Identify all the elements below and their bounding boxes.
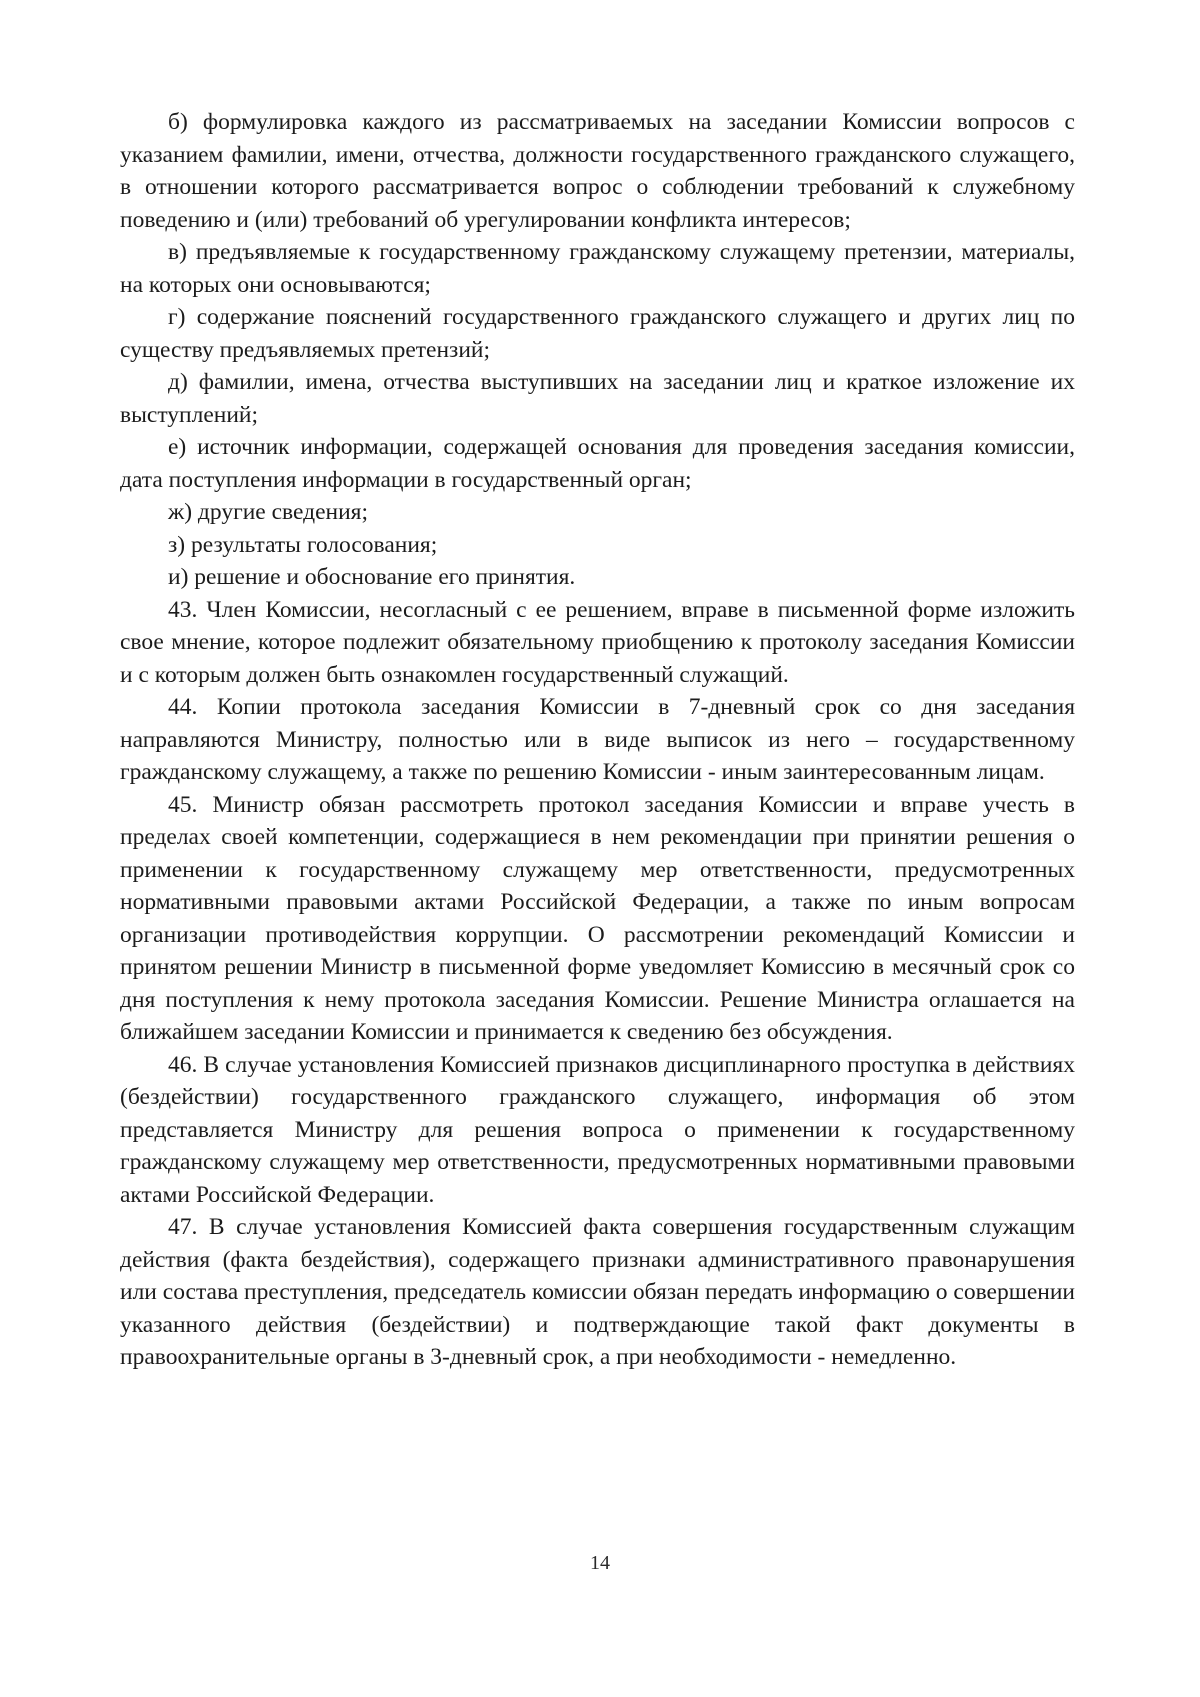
document-body bbox=[120, 106, 1075, 1374]
paragraph-45: 45. Министр обязан рассмотреть протокол заседания Комиссии и вправе учесть в пределах своей компетенции, содержащиеся в нем рекомендации при принятии решения о применении к государственному служащему мер ответственности, предусмотренных нормативными правовыми актами Российской Федерации, а также по иным вопросам организации противодействия коррупции. О рассмотрении рекомендаций Комиссии и принятом решении Министр в письменной форме уведомляет Комиссию в месячный срок со дня поступления к нему протокола заседания Комиссии. Решение Министра оглашается на ближайшем заседании Комиссии и принимается к сведению без обсуждения. bbox=[120, 791, 1075, 1045]
paragraph-d-speakers: д) фамилии, имена, отчества выступивших на заседании лиц и краткое изложение их выступлений; bbox=[120, 369, 1075, 428]
paragraph-47: 47. В случае установления Комиссией факта совершения государственным служащим действия (факта бездействия), содержащего признаки административного правонарушения или состава преступления, председатель комиссии обязан передать информацию о совершении указанного действия (бездействии) и подтверждающие такой факт документы в правоохранительные органы в 3-дневный срок, а при необходимости - немедленно. bbox=[120, 1214, 1075, 1370]
paragraph-e-information-source: е) источник информации, содержащей основания для проведения заседания комиссии, дата поступления информации в государственный орган; bbox=[120, 434, 1075, 493]
paragraph-b-wording-of-questions: б) формулировка каждого из рассматриваемых на заседании Комиссии вопросов с указанием фамилии, имени, отчества, должности государственного гражданского служащего, в отношении которого рассматривается вопрос о соблюдении требований к служебному поведению и (или) требований об урегулировании конфликта интересов; bbox=[120, 109, 1075, 233]
paragraph-43: 43. Член Комиссии, несогласный с ее решением, вправе в письменной форме изложить свое мнение, которое подлежит обязательному приобщению к протоколу заседания Комиссии и с которым должен быть ознакомлен государственный служащий. bbox=[120, 596, 1075, 688]
paragraph-zh-other-info: ж) другие сведения; bbox=[168, 499, 368, 525]
paragraph-g-explanations: г) содержание пояснений государственного гражданского служащего и других лиц по существу предъявляемых претензий; bbox=[120, 304, 1075, 363]
paragraph-i-decision: и) решение и обоснование его принятия. bbox=[168, 564, 576, 590]
paragraph-44: 44. Копии протокола заседания Комиссии в 7-дневный срок со дня заседания направляются Министру, полностью или в виде выписок из него – государственному гражданскому служащему, а также по решению Комиссии - иным заинтересованным лицам. bbox=[120, 694, 1075, 785]
page-number: 14 bbox=[590, 1552, 610, 1574]
paragraph-v-claims: в) предъявляемые к государственному гражданскому служащему претензии, материалы, на которых они основываются; bbox=[120, 239, 1075, 298]
paragraph-z-voting-results: з) результаты голосования; bbox=[168, 531, 438, 558]
paragraph-46: 46. В случае установления Комиссией признаков дисциплинарного проступка в действиях (бездействии) государственного гражданского служащего, информация об этом представляется Министру для решения вопроса о применении к государственному гражданскому служащему мер ответственности, предусмотренных нормативными правовыми актами Российской Федерации. bbox=[120, 1051, 1075, 1208]
